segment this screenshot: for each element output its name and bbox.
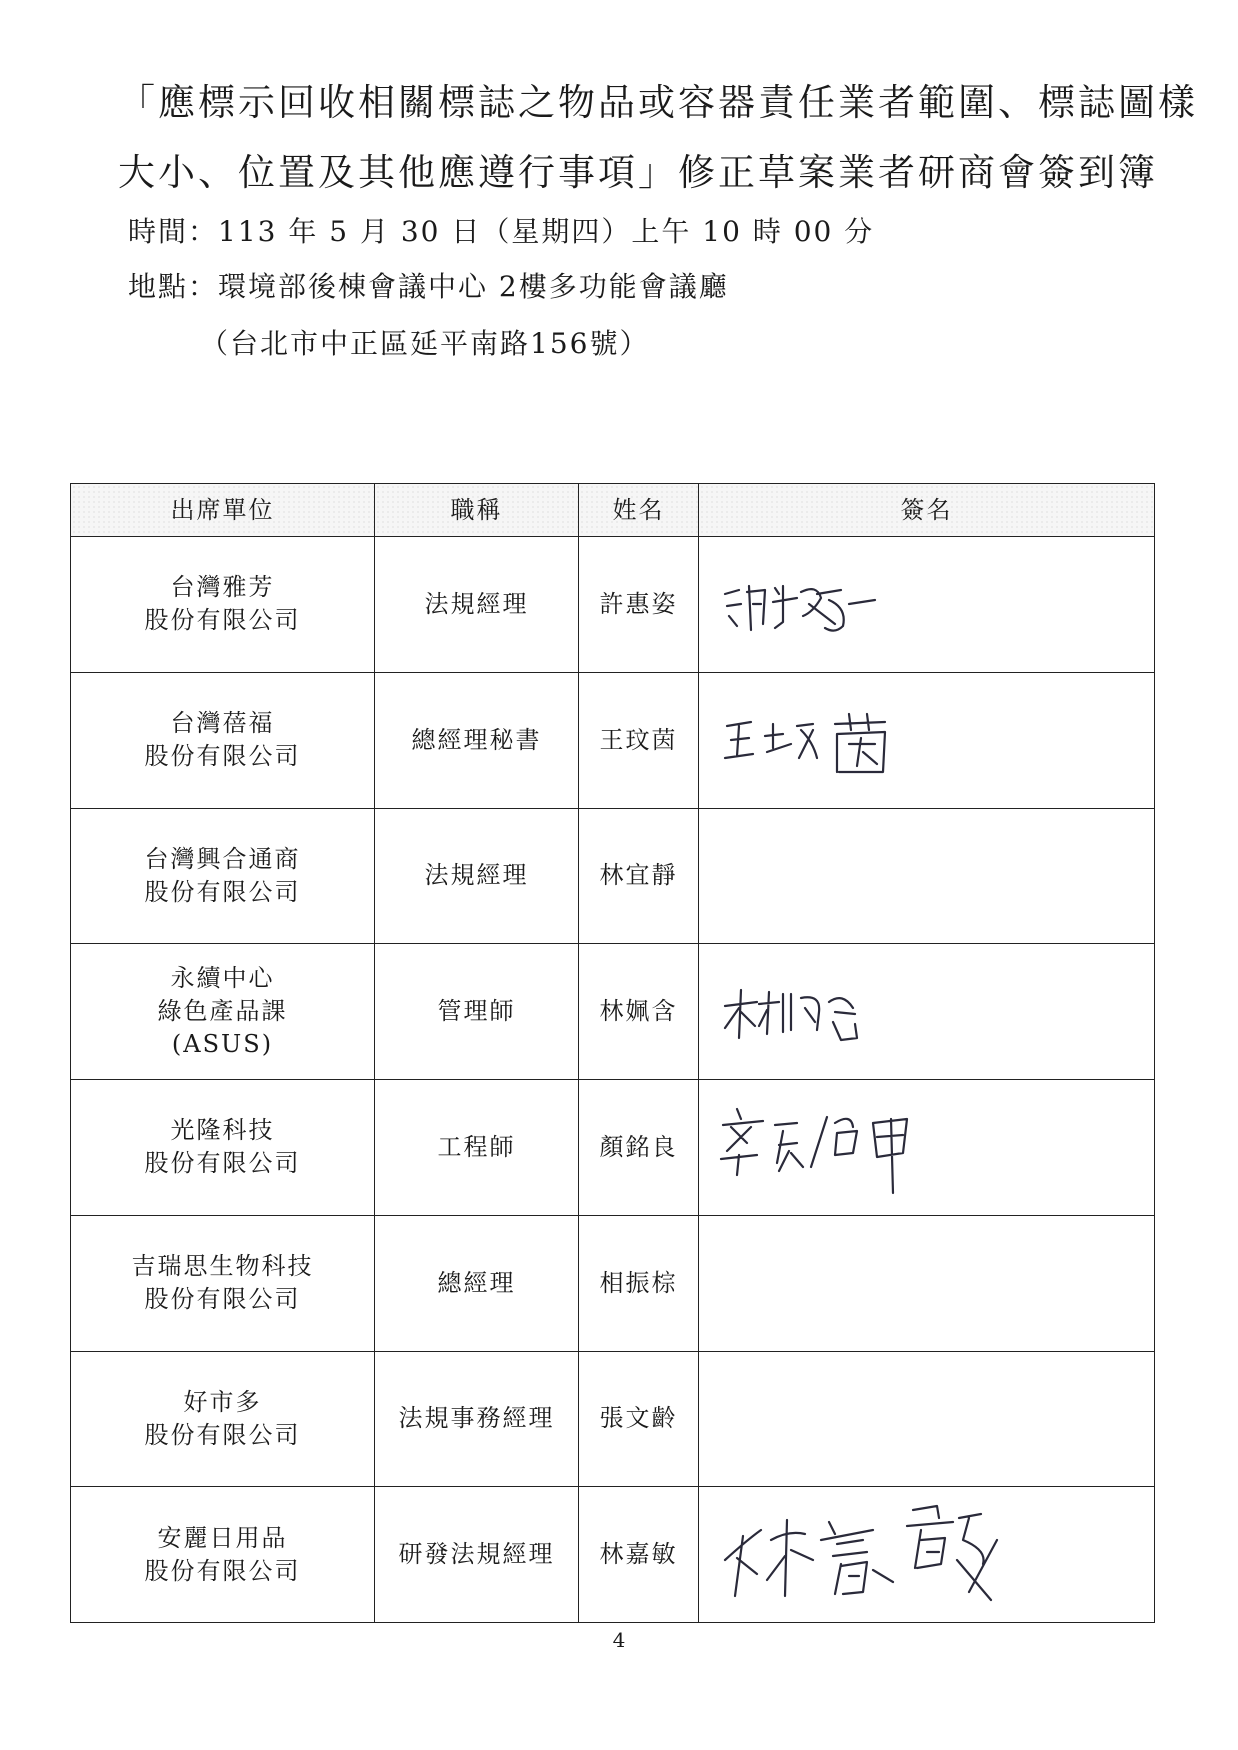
unit-line: 好市多 — [183, 1387, 262, 1416]
name-cell: 林宜靜 — [579, 808, 699, 944]
job-title-cell: 法規事務經理 — [375, 1351, 579, 1487]
unit-cell — [71, 1080, 375, 1216]
unit-cell — [71, 1215, 375, 1351]
table-row — [71, 944, 1155, 1080]
signature-cell — [699, 1080, 1155, 1216]
sign-in-table — [70, 483, 1155, 1623]
unit-line: 台灣興合通商 — [144, 844, 301, 873]
page-number: 4 — [612, 1628, 626, 1652]
signature-cell-empty — [699, 1351, 1155, 1487]
column-header-name: 姓名 — [579, 484, 699, 537]
unit-cell — [71, 672, 375, 808]
job-title-cell: 研發法規經理 — [375, 1487, 579, 1623]
meeting-time: 時間：113 年 5 月 30 日（星期四）上午 10 時 00 分 — [128, 215, 875, 248]
signature-cell-empty — [699, 808, 1155, 944]
unit-line: 綠色產品課 — [157, 997, 288, 1026]
unit-cell — [71, 1487, 375, 1623]
document-title-line-2: 大小、位置及其他應遵行事項」修正草案業者研商會簽到簿 — [118, 151, 1158, 194]
name-cell: 相振棕 — [579, 1215, 699, 1351]
unit-cell — [71, 808, 375, 944]
column-header-unit: 出席單位 — [71, 484, 375, 537]
table-row — [71, 537, 1155, 673]
unit-line: 股份有限公司 — [144, 742, 301, 771]
handwritten-signature — [717, 564, 887, 644]
name-cell: 林姵含 — [579, 944, 699, 1080]
name-cell: 張文齡 — [579, 1351, 699, 1487]
job-title-cell: 工程師 — [375, 1080, 579, 1216]
signature-cell — [699, 672, 1155, 808]
unit-line: 吉瑞思生物科技 — [131, 1252, 314, 1281]
unit-line: 永續中心 — [170, 964, 275, 993]
handwritten-signature — [717, 972, 887, 1052]
job-title-cell: 法規經理 — [375, 808, 579, 944]
signature-cell-empty — [699, 1215, 1155, 1351]
table-header-row — [71, 484, 1155, 537]
unit-line: 股份有限公司 — [144, 1556, 301, 1585]
unit-line: 股份有限公司 — [144, 1285, 301, 1314]
table-row — [71, 1487, 1155, 1623]
table-row — [71, 1215, 1155, 1351]
table-row — [71, 1080, 1155, 1216]
handwritten-signature — [717, 1097, 947, 1197]
meeting-address: （台北市中正區延平南路156號） — [200, 327, 650, 360]
column-header-signature: 簽名 — [699, 484, 1155, 537]
unit-line: 股份有限公司 — [144, 1149, 301, 1178]
name-cell: 林嘉敏 — [579, 1487, 699, 1623]
unit-cell — [71, 944, 375, 1080]
unit-line: 安麗日用品 — [157, 1523, 288, 1552]
name-cell: 顏銘良 — [579, 1080, 699, 1216]
unit-line: 股份有限公司 — [144, 1420, 301, 1449]
name-cell: 王玟茵 — [579, 672, 699, 808]
table-row — [71, 1351, 1155, 1487]
meeting-place: 地點：環境部後棟會議中心 2樓多功能會議廳 — [128, 270, 729, 303]
job-title-cell: 管理師 — [375, 944, 579, 1080]
unit-line: 股份有限公司 — [144, 877, 301, 906]
table-row — [71, 672, 1155, 808]
signature-cell — [699, 1487, 1155, 1623]
table-row — [71, 808, 1155, 944]
unit-line: 股份有限公司 — [144, 606, 301, 635]
signature-cell — [699, 944, 1155, 1080]
unit-cell — [71, 1351, 375, 1487]
unit-line: 光隆科技 — [170, 1116, 275, 1145]
signature-cell — [699, 537, 1155, 673]
unit-cell — [71, 537, 375, 673]
job-title-cell: 總經理秘書 — [375, 672, 579, 808]
job-title-cell: 法規經理 — [375, 537, 579, 673]
unit-line: (ASUS) — [171, 1030, 274, 1059]
unit-line: 台灣雅芳 — [170, 573, 275, 602]
document-title-line-1: 「應標示回收相關標誌之物品或容器責任業者範圍、標誌圖樣 — [118, 81, 1198, 124]
unit-line: 台灣蓓福 — [170, 709, 275, 738]
handwritten-signature — [717, 700, 907, 780]
name-cell: 許惠姿 — [579, 537, 699, 673]
handwritten-signature — [717, 1500, 1037, 1610]
column-header-title: 職稱 — [375, 484, 579, 537]
job-title-cell: 總經理 — [375, 1215, 579, 1351]
